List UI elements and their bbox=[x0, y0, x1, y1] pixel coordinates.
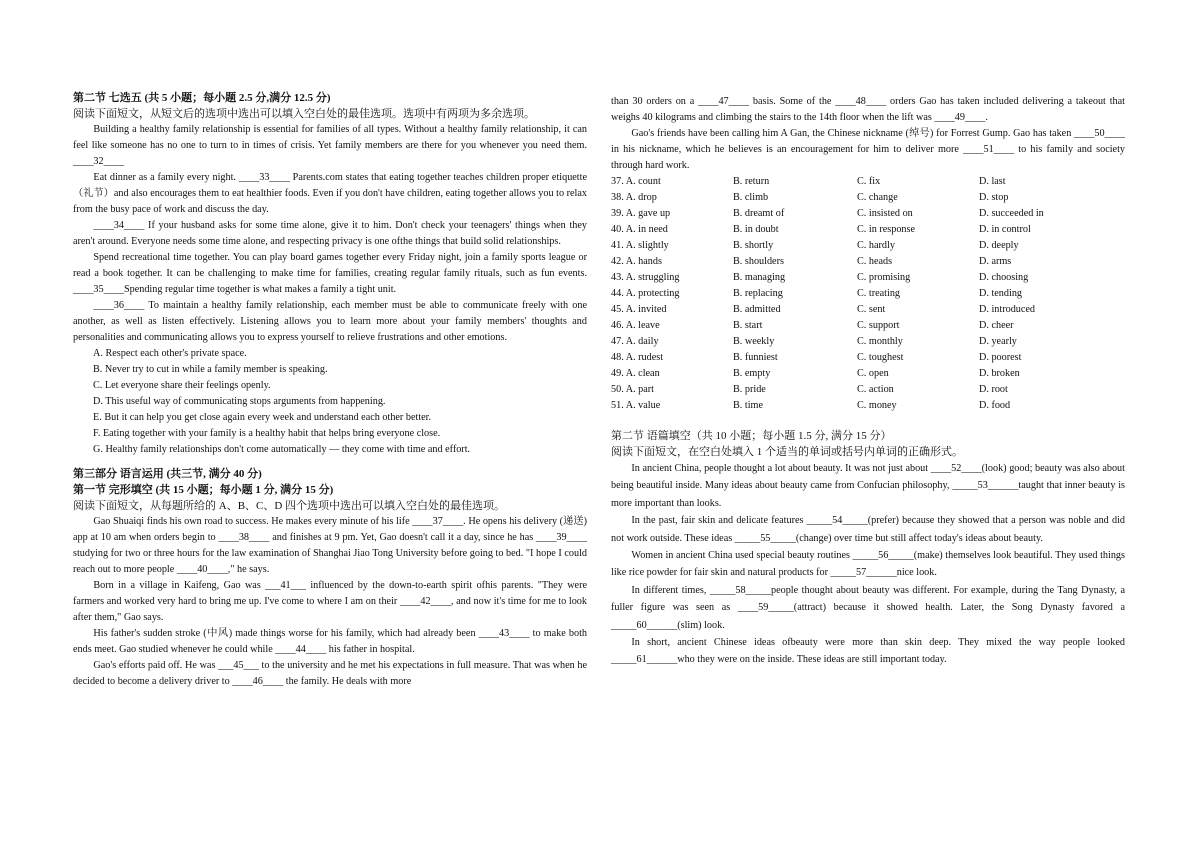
option-41d: D. deeply bbox=[979, 240, 1019, 251]
option-38b: B. climb bbox=[733, 192, 769, 203]
option-50a: 50. A. part bbox=[611, 384, 655, 395]
option-50b: B. pride bbox=[733, 384, 766, 395]
instruction-grammar: 阅读下面短文，在空白处填入 1 个适当的单词或括号内单词的正确形式。 bbox=[611, 446, 963, 458]
passage1-para-1: Building a healthy family relationship is essential for families of all types. Without a healthy family relationship, it can feel like someone has no one to turn to in times of crisis. Yet family members are there for you whenever you need them. ____32____ bbox=[73, 124, 587, 167]
option-g: G. Healthy family relationships don't come automatically — they come with time and effort. bbox=[93, 444, 471, 455]
passage3-para-2: In the past, fair skin and delicate features _____54_____(prefer) because they showed that a person was noble and did not work outside. These ideas _____55_____(change) over time but still affect today's ideas about beauty. bbox=[611, 515, 1125, 544]
option-f: F. Eating together with your family is a healthy habit that helps bring everyone close. bbox=[93, 428, 441, 439]
instruction-qixuan: 阅读下面短文，从短文后的选项中选出可以填入空白处的最佳选项。选项中有两项为多余选项。 bbox=[73, 108, 535, 120]
cloze-options-table bbox=[611, 174, 1125, 414]
right-column bbox=[611, 94, 1125, 669]
passage1-para-2: Eat dinner as a family every night. ____33____ Parents.com states that eating together teaches children proper etiquette （礼节）and also encourages them to eat healthier foods. Even if you don't have children, eating together allows you to relax from the busy pace of work and discuss the day. bbox=[73, 172, 587, 215]
option-44c: C. treating bbox=[857, 288, 901, 299]
option-44d: D. tending bbox=[979, 288, 1023, 299]
passage2-para-4: Gao's efforts paid off. He was ___45___ to the university and he met his expectations in full measure. That was when he decided to become a delivery driver to ____46____ the family. He deals with more bbox=[73, 660, 587, 687]
option-43b: B. managing bbox=[733, 272, 786, 283]
option-41a: 41. A. slightly bbox=[611, 240, 669, 251]
option-40d: D. in control bbox=[979, 224, 1031, 235]
option-44a: 44. A. protecting bbox=[611, 288, 680, 299]
option-42b: B. shoulders bbox=[733, 256, 784, 267]
option-39b: B. dreamt of bbox=[733, 208, 785, 219]
option-47a: 47. A. daily bbox=[611, 336, 659, 347]
option-d: D. This useful way of communicating stops arguments from happening. bbox=[93, 396, 386, 407]
option-43d: D. choosing bbox=[979, 272, 1029, 283]
option-45b: B. admitted bbox=[733, 304, 781, 315]
option-b: B. Never try to cut in while a family member is speaking. bbox=[93, 364, 328, 375]
option-49b: B. empty bbox=[733, 368, 771, 379]
option-38c: C. change bbox=[857, 192, 898, 203]
option-48b: B. funniest bbox=[733, 352, 778, 363]
option-46d: D. cheer bbox=[979, 320, 1014, 331]
passage3-para-1: In ancient China, people thought a lot about beauty. It was not just about ____52____(look) good; beauty was also about being beautiful inside. Many ideas about beauty came from Confucian philosophy, _____53______taught that inner beauty is more important than looks. bbox=[611, 463, 1125, 509]
option-42a: 42. A. hands bbox=[611, 256, 662, 267]
passage2-cont-2: Gao's friends have been calling him A Gan, the Chinese nickname (绰号) for Forrest Gump. Gao has taken ____50____ in his nickname, which he believes is an encouragement for him to deliver more ____51____ to his family and society through hard work. bbox=[611, 128, 1125, 171]
instruction-cloze: 阅读下面短文，从每题所给的 A、B、C、D 四个选项中选出可以填入空白处的最佳选项。 bbox=[73, 500, 506, 512]
option-41b: B. shortly bbox=[733, 240, 774, 251]
option-39c: C. insisted on bbox=[857, 208, 913, 219]
passage3-para-5: In short, ancient Chinese ideas ofbeauty were more than skin deep. They mixed the way people looked _____61______who they were on the inside. These ideas are still important today. bbox=[611, 637, 1125, 666]
passage3-para-3: Women in ancient China used special beauty routines _____56_____(make) themselves look beautiful. They used things like rice powder for fair skin and natural products for _____57______nice look. bbox=[611, 550, 1125, 579]
option-37d: D. last bbox=[979, 176, 1006, 187]
passage2-para-2: Born in a village in Kaifeng, Gao was ___41___ influenced by the down-to-earth spirit ofhis parents. "They were farmers and worked very hard to bring me up. I've come to where I am on their ____42____, and now it's time for me to look after them," Gao says. bbox=[73, 580, 587, 623]
option-49c: C. open bbox=[857, 368, 889, 379]
option-46a: 46. A. leave bbox=[611, 320, 660, 331]
passage3-para-4: In different times, _____58_____people thought about beauty was different. For example, during the Tang Dynasty, a fuller figure was seen as ____59_____(attract) because it showed health. Later, the Song Dynasty favored a _____60______(slim) look. bbox=[611, 584, 1125, 631]
option-39a: 39. A. gave up bbox=[611, 208, 671, 219]
option-47c: C. monthly bbox=[857, 336, 903, 347]
option-50d: D. root bbox=[979, 384, 1008, 395]
passage2-cont-1: than 30 orders on a ____47____ basis. Some of the ____48____ orders Gao has taken included delivering a takeout that weighs 40 kilograms and climbing the stairs to the 14th floor when the lift was ____49____. bbox=[611, 96, 1125, 123]
option-37a: 37. A. count bbox=[611, 176, 661, 187]
option-40c: C. in response bbox=[857, 224, 916, 235]
option-50c: C. action bbox=[857, 384, 894, 395]
section-heading-cloze: 第一节 完形填空 (共 15 小题；每小题 1 分, 满分 15 分) bbox=[73, 484, 334, 496]
option-51b: B. time bbox=[733, 400, 763, 411]
passage1-para-3: ____34____ If your husband asks for some time alone, give it to him. Don't check your teenagers' things when they aren't around. Everyone needs some time alone, and respecting privacy is one ofthe things that build solid relationships. bbox=[73, 220, 587, 247]
option-48a: 48. A. rudest bbox=[611, 352, 664, 363]
option-51c: C. money bbox=[857, 400, 897, 411]
option-46b: B. start bbox=[733, 320, 763, 331]
option-e: E. But it can help you get close again every week and understand each other better. bbox=[93, 412, 432, 423]
passage1-para-4: Spend recreational time together. You can play board games together every Friday night, join a family sports league or read a book together. It can be challenging to make time for families, creating regular family rituals, such as fun events. ____35____Spending regular time together is what makes a family a tight unit. bbox=[73, 252, 587, 295]
option-37b: B. return bbox=[733, 176, 770, 187]
option-51d: D. food bbox=[979, 400, 1011, 411]
option-38a: 38. A. drop bbox=[611, 192, 657, 203]
option-39d: D. succeeded in bbox=[979, 208, 1044, 219]
option-42c: C. heads bbox=[857, 256, 893, 267]
option-37c: C. fix bbox=[857, 176, 881, 187]
passage2-para-1: Gao Shuaiqi finds his own road to success. He makes every minute of his life ____37____. He opens his delivery (递送) app at 10 am when orders begin to ____38____ and finishes at 9 pm. Yet, Gao doesn't call it a day, since he has ____39____ studying for two or three hours for the law examination of Shanghai Jiao Tong University before going to bed. "I hope I could reach out to more people ____40____," he says. bbox=[73, 516, 587, 575]
option-45d: D. introduced bbox=[979, 304, 1036, 315]
option-47b: B. weekly bbox=[733, 336, 775, 347]
option-a: A. Respect each other's private space. bbox=[93, 348, 247, 359]
passage1-para-5: ____36____ To maintain a healthy family relationship, each member must be able to communicate freely with one another, as well as listen effectively. Listening allows you to learn more about your family members' thoughts and personalities and communicating allows you to express yourself to relieve frustrations and other emotions. bbox=[73, 300, 587, 343]
option-44b: B. replacing bbox=[733, 288, 783, 299]
passage2-para-3: His father's sudden stroke (中风) made things worse for his family, which had already been ____43____ to make both ends meet. Gao studied whenever he could while ____44____ his father in hospital. bbox=[73, 628, 587, 655]
option-49d: D. broken bbox=[979, 368, 1020, 379]
option-43a: 43. A. struggling bbox=[611, 272, 680, 283]
option-42d: D. arms bbox=[979, 256, 1012, 267]
section-heading-grammar: 第二节 语篇填空（共 10 小题；每小题 1.5 分, 满分 15 分） bbox=[611, 430, 892, 442]
option-43c: C. promising bbox=[857, 272, 911, 283]
option-40b: B. in doubt bbox=[733, 224, 779, 235]
option-45c: C. sent bbox=[857, 304, 886, 315]
section-heading-qixuan: 第二节 七选五 (共 5 小题；每小题 2.5 分,满分 12.5 分) bbox=[73, 92, 331, 104]
option-48d: D. poorest bbox=[979, 352, 1022, 363]
option-c: C. Let everyone share their feelings openly. bbox=[93, 380, 271, 391]
option-40a: 40. A. in need bbox=[611, 224, 668, 235]
option-38d: D. stop bbox=[979, 192, 1009, 203]
option-51a: 51. A. value bbox=[611, 400, 661, 411]
option-49a: 49. A. clean bbox=[611, 368, 660, 379]
option-46c: C. support bbox=[857, 320, 900, 331]
part3-heading: 第三部分 语言运用 (共三节, 满分 40 分) bbox=[73, 468, 262, 480]
option-48c: C. toughest bbox=[857, 352, 904, 363]
option-45a: 45. A. invited bbox=[611, 304, 667, 315]
left-column bbox=[73, 90, 587, 690]
option-47d: D. yearly bbox=[979, 336, 1017, 347]
option-41c: C. hardly bbox=[857, 240, 895, 251]
